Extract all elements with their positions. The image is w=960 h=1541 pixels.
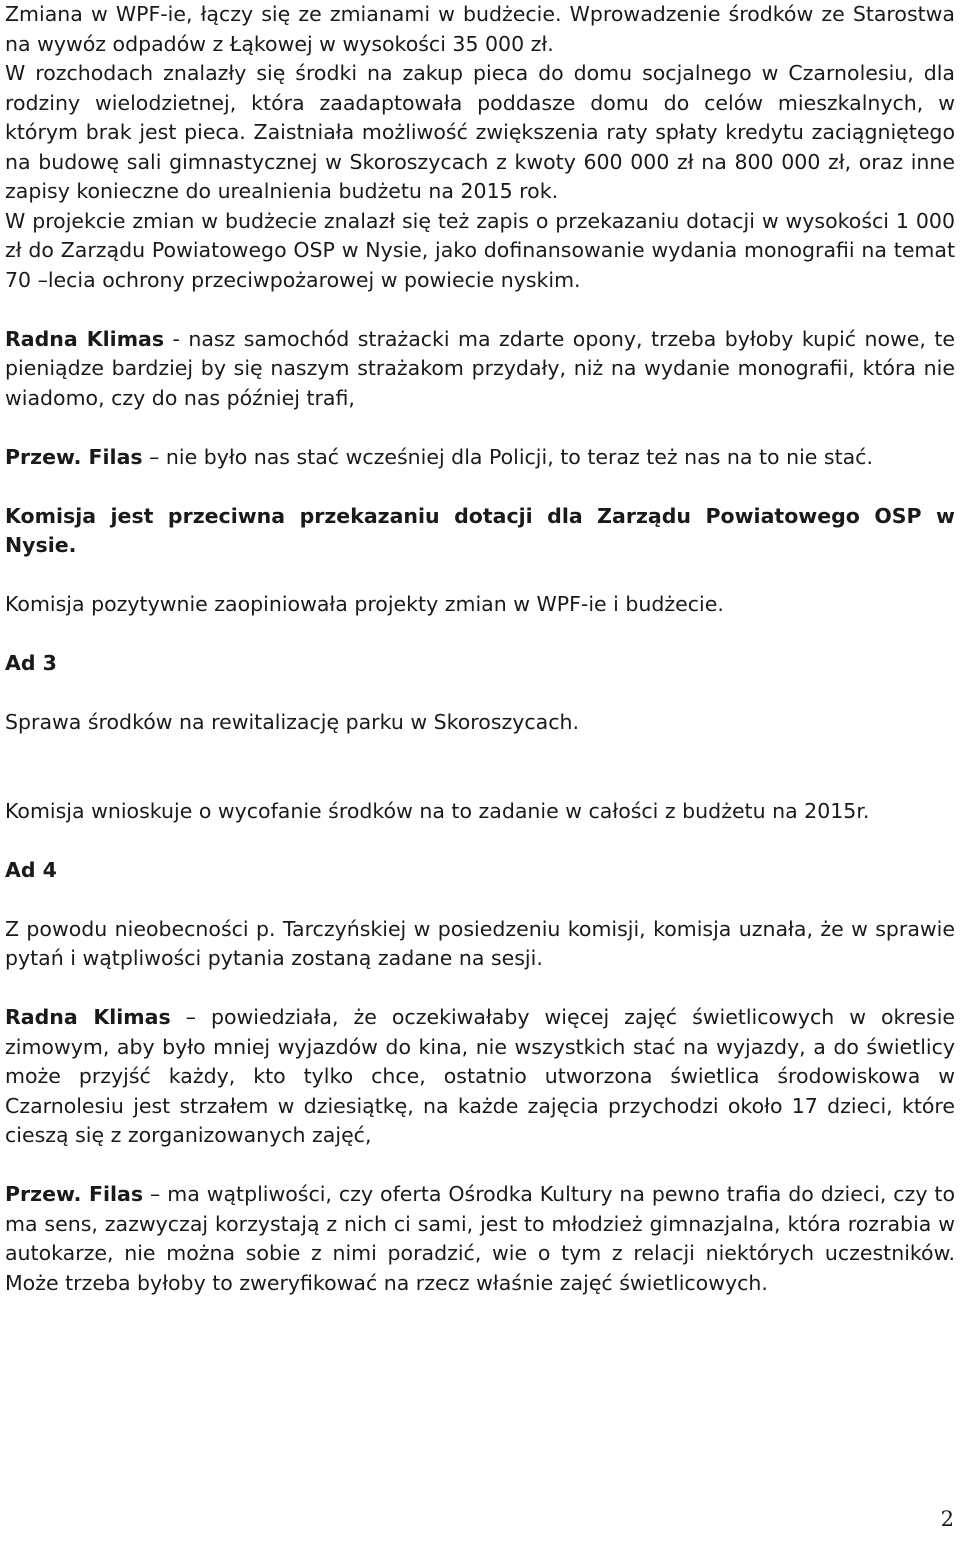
paragraph-expenditures: W rozchodach znalazły się środki na zakup pieca do domu socjalnego w Czarnolesiu, dla rodziny wielodzietnej, która zaadaptowała poddasze domu do celów mieszkalnych, w którym brak jest pieca. Zaistniała możliwość zwiększenia raty spłaty kredytu zaciągniętego na budowę sali gimnastycznej w Skoroszycach z kwoty 600 000 zł na 800 000 zł, oraz inne zapisy konieczne do urealnienia budżetu na 2015 rok. bbox=[5, 61, 955, 203]
paragraph-withdraw-funds: Komisja wnioskuje o wycofanie środków na to zadanie w całości z budżetu na 2015r. bbox=[5, 798, 870, 823]
section-heading-ad-4: Ad 4 bbox=[5, 857, 57, 882]
speaker-name: Radna Klimas bbox=[5, 1005, 171, 1029]
speaker-name: Radna Klimas bbox=[5, 326, 165, 351]
paragraph-commission-positive: Komisja pozytywnie zaopiniowała projekty zmian w WPF-ie i budżecie. bbox=[5, 592, 724, 616]
paragraph-commission-against: Komisja jest przeciwna przekazaniu dotacji dla Zarządu Powiatowego OSP w Nysie. bbox=[5, 503, 955, 557]
paragraph-park-funds: Sprawa środków na rewitalizację parku w Skoroszycach. bbox=[5, 710, 580, 734]
speaker-statement: - nasz samochód strażacki ma zdarte opony, trzeba byłoby kupić nowe, te pieniądze bardziej by się naszym strażakom przydały, niż na wydanie monografii, która nie wiadomo, czy do nas później trafi, bbox=[5, 326, 955, 410]
document-body bbox=[5, 0, 955, 1298]
speaker-statement: – ma wątpliwości, czy oferta Ośrodka Kultury na pewno trafia do dzieci, czy to ma sens, zazwyczaj korzystają z nich ci sami, jest to młodzież gimnazjalna, która rozrabia w autokarze, nie można sobie z nimi poradzić, wie o tym z relacji niektórych uczestników. Może trzeba byłoby to zweryfikować na rzecz właśnie zajęć świetlicowych. bbox=[5, 1182, 955, 1295]
speaker-statement: – nie było nas stać wcześniej dla Policji, to teraz też nas na to nie stać. bbox=[142, 444, 873, 469]
paragraph-filas-police bbox=[5, 443, 955, 473]
paragraph-absence: Z powodu nieobecności p. Tarczyńskiej w posiedzeniu komisji, komisja uznała, że w sprawie pytań i wątpliwości pytania zostaną zadane na sesji. bbox=[5, 916, 955, 970]
paragraph-klimas-tires bbox=[5, 325, 955, 414]
page-number: 2 bbox=[940, 1507, 954, 1531]
section-heading-ad-3: Ad 3 bbox=[5, 651, 57, 675]
speaker-name: Przew. Filas bbox=[5, 1182, 144, 1206]
paragraph-osp-subsidy: W projekcie zmian w budżecie znalazł się też zapis o przekazaniu dotacji w wysokości 1 000 zł do Zarządu Powiatowego OSP w Nysie, jako dofinansowanie wydania monografii na temat 70 –lecia ochrony przeciwpożarowej w powiecie nyskim. bbox=[5, 208, 955, 292]
paragraph-filas-culture bbox=[5, 1180, 955, 1298]
paragraph-klimas-activities bbox=[5, 1003, 955, 1151]
speaker-name: Przew. Filas bbox=[5, 444, 143, 469]
speaker-statement: – powiedziała, że oczekiwałaby więcej zajęć świetlicowych w okresie zimowym, aby było mniej wyjazdów do kina, nie wszystkich stać na wyjazdy, a do świetlicy może przyjść każdy, kto tylko chce, ostatnio utworzona świetlica środowiskowa w Czarnolesiu jest strzałem w dziesiątkę, na każde zajęcia przychodzi około 17 dzieci, które cieszą się z zorganizowanych zajęć, bbox=[5, 1005, 955, 1147]
paragraph-budget-change: Zmiana w WPF-ie, łączy się ze zmianami w budżecie. Wprowadzenie środków ze Starostwa na wywóz odpadów z Łąkowej w wysokości 35 000 zł. bbox=[5, 2, 955, 56]
